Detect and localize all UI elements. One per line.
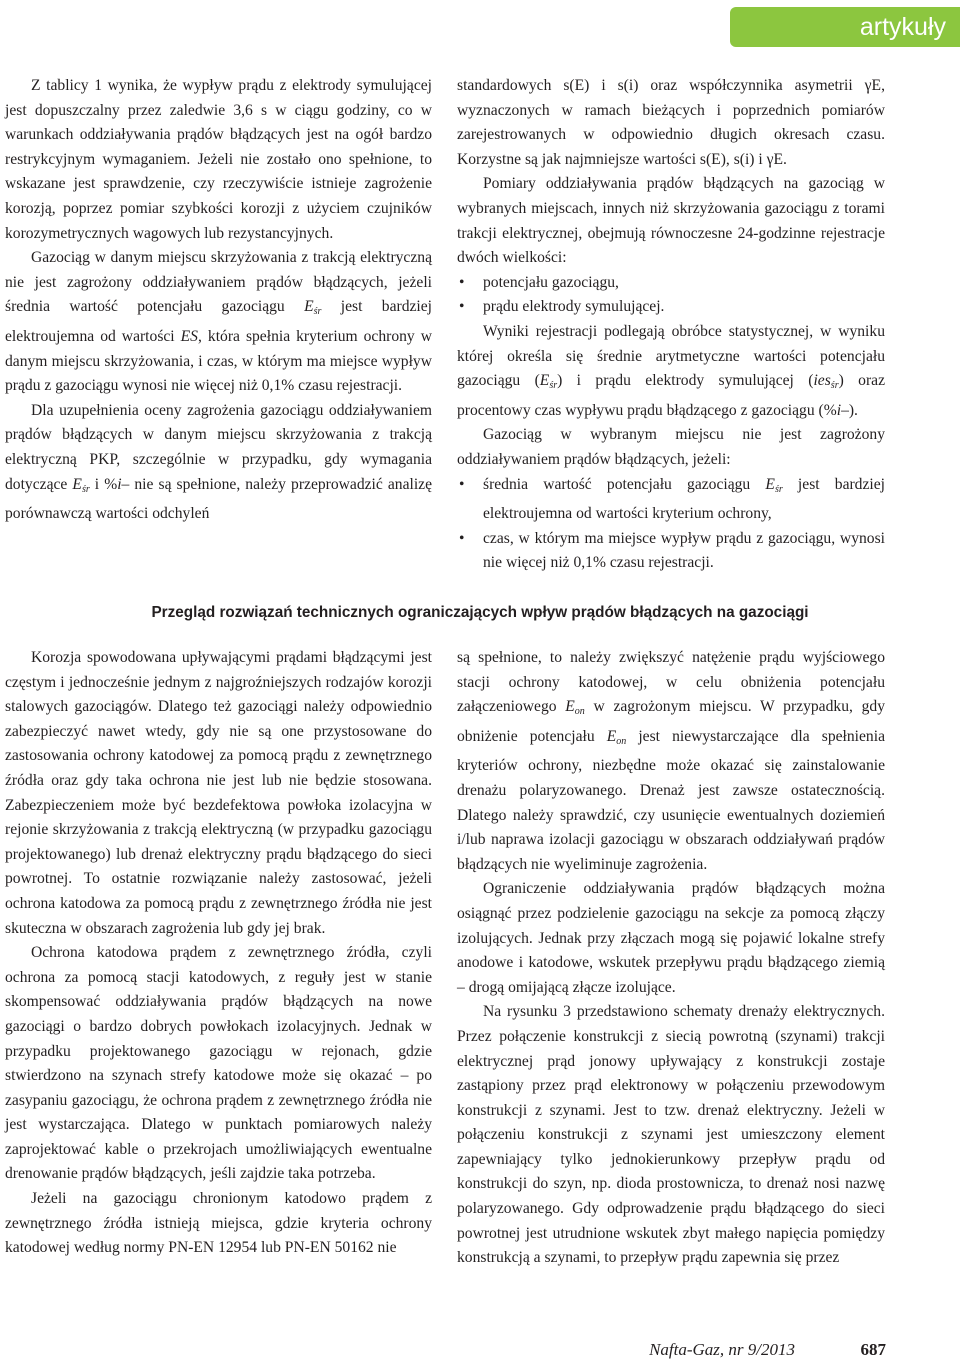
list-item: • prądu elektrody symulującej. (457, 295, 885, 320)
paragraph: Dla uzupełnienia oceny zagrożenia gazociągu oddziaływaniem prądów błądzących w danym miejscu skrzyżowania z trakcją elektryczną PKP, szczególnie w przypadku, gdy wymagania dotyczące $E_{śr}$ i %i– nie są spełnione, należy przeprowadzić analizę porównawczą wartości odchyleń (5, 401, 433, 523)
paragraph: Wyniki rejestracji podlegają obróbce statystycznej, w wyniku której określa się średnie arytmetyczne wartości potencjału gazociągu $(E_{śr})$ i prądu elektrody symulującej (ies$_{śr}$) oraz procentowy czas wypływu prądu błądzącego z gazociągu (%i–). (457, 322, 885, 419)
journal-name: Nafta-Gaz, nr 9/2013 (649, 1340, 795, 1359)
paragraph: Gazociąg w danym miejscu skrzyżowania z trakcją elektryczną nie jest zagrożony oddziaływaniem prądów błądzących, jeżeli średnia wartość potencjału gazociągu $E_{śr}$ jest bardziej elektroujemna od wartości ES, która spełnia kryterium ochrony w danym miejscu skrzyżowania, i czas, w którym ma miejsce wypływ prądu z gazociągu wynosi nie więcej niż 0,1% czasu rejestracji. (5, 249, 433, 395)
top-right-column (457, 74, 885, 576)
section-heading: Przegląd rozwiązań technicznych ograniczających wpływ prądów błądzących na gazociągi (151, 604, 809, 621)
page-number: 687 (860, 1340, 886, 1359)
list-item: • czas, w którym ma miejsce wypływ prądu z gazociągu, wynosi nie więcej niż 0,1% czasu rejestracji. (457, 527, 885, 576)
paragraph: Jeżeli na gazociągu chronionym katodowo prądem z zewnętrznego źródła istnieją miejsca, gdzie kryteria ochrony katodowej według normy PN-EN 12954 lub PN-EN 50162 nie (5, 1190, 432, 1257)
paragraph: są spełnione, to należy zwiększyć natężenie prądu wyjściowego stacji ochrony katodowej, w celu obniżenia potencjału załączeniowego $E_{on}$ w zagrożonym miejscu. W przypadku, gdy obniżenie potencjału $E_{on}$ jest niewystarczające dla spełnienia kryteriów ochrony, niezbędne może okazać się zainstalowanie drenażu polaryzowanego. Drenaż jest zawsze ostatecznością. Dlatego należy sprawdzić, czy usunięcie ewentualnych doziemień i/lub naprawa izolacji gazociągu w obszarach oddziaływań prądów błądzących nie wyeliminuje zagrożenia. (457, 649, 885, 873)
page-footer (600, 1340, 960, 1366)
paragraph: Ochrona katodowa prądem z zewnętrznego źródła, czyli ochrona za pomocą stacji katodowych, z reguły jest w stanie skompensować oddziaływania prądów błądzących na nowe gazociągi o bardzo dobrych powłokach izolacyjnych. Jednak w przypadku projektowanego gazociągu w rejonach, gdzie stwierdzono na szynach strefy katodowe może się okazać – po zasypaniu gazociągu, że ochrona prądem z zewnętrznego źródła nie jest wystarczająca. Dlatego w punktach pomiarowych należy zaprojektować kable o przekrojach umożliwiających ewentualne drenowanie prądów błądzących, jeśli zajdzie taka potrzeba. (5, 944, 432, 1183)
paragraph: Na rysunku 3 przedstawiono schematy drenaży elektrycznych. Przez połączenie konstrukcji z siecią powrotną (szynami) trakcji elektrycznej prąd jonowy upływający z konstrukcji zostaje zastąpiony przez prąd elektronowy w połączeniu przewodowym konstrukcji z szynami. Jest to tzw. drenaż elektryczny. Jeżeli w połączeniu konstrukcji z szynami jest umieszczony element zapewniający tylko jednokierunkowy przepływ prądu od konstrukcji do szyn, np. dioda prostownicza, to drenaż nosi nazwę polaryzowanego. Gdy odprowadzenie prądu błądzącego do sieci powrotnej jest utrudnione wskutek zbyt małego napięcia pomiędzy konstrukcją a szynami, to przepływ prądu zapewnia się przez (457, 1003, 885, 1267)
list-item: • średnia wartość potencjału gazociągu $E_{śr}$ jest bardziej elektroujemna od wartości kryterium ochrony, (457, 473, 885, 527)
bullet-list (457, 473, 885, 576)
bottom-right-column (457, 646, 885, 1271)
paragraph: standardowych s(E) i s(i) oraz współczynnika asymetrii γE, wyznaczonych w ramach bieżących i poprzednich pomiarów zarejestrowanych w odpowiednio długich okresach czasu. Korzystne są jak najmniejsze wartości s(E), s(i) i γE. (457, 77, 885, 168)
bullet-list (457, 271, 885, 320)
paragraph: Z tablicy 1 wynika, że wypływ prądu z elektrody symulującej jest dopuszczalny przez zaledwie 3,6 s w ciągu godziny, co w warunkach oddziaływania prądów błądzących jest na ogół bardzo restrykcyjnym wymaganiem. Jeżeli nie zostało ono spełnione, to wskazane jest sprawdzenie, czy rzeczywiście istnieje zagrożenie korozją, poprzez pomiar szybkości korozji z użyciem czujników korozymetrycznych wagowych lub rezystancyjnych. (5, 77, 432, 242)
paragraph: Ograniczenie oddziaływania prądów błądzących można osiągnąć przez podzielenie gazociągu na sekcje za pomocą złączy izolujących. Jednak przy złączach mogą się pojawić lokalne strefy anodowe i katodowe, wskutek przepływu prądu błądzącego ziemią – drogą omijającą złącze izolujące. (457, 880, 885, 996)
paragraph: Korozja spowodowana upływającymi prądami błądzącymi jest częstym i jednocześnie jednym z najgroźniejszych rodzajów korozji stalowych gazociągów. Dlatego też gazociągi należy odpowiednio zabezpieczyć nawet wtedy, gdy nie są one przystosowane do zastosowania ochrony katodowej za pomocą prądu z zewnętrznego źródła oraz gdy taka ochrona nie jest lub nie będzie stosowana. Zabezpieczeniem może być bezdefektowa powłoka izolacyjna w rejonie skrzyżowania z trakcją elektryczną (w przypadku gazociągu projektowanego) lub drenaż elektryczny prądu błądzącego do sieci powrotnej. To ostatnie rozwiązanie należy zastosować, jeżeli ochrona katodowa za pomocą prądu z zewnętrznego źródła nie jest skuteczna w obszarach zagrożenia lub gdy jej brak. (5, 649, 432, 937)
section-tab: artykuły (730, 7, 960, 47)
list-item: • potencjału gazociągu, (457, 271, 885, 296)
bottom-left-column (5, 646, 432, 1261)
paragraph: Pomiary oddziaływania prądów błądzących na gazociąg w wybranych miejscach, innych niż skrzyżowania gazociągu z torami trakcji elektrycznej, obejmują równoczesne 24-godzinne rejestracje dwóch wielkości: (457, 175, 885, 267)
top-left-column (5, 74, 432, 527)
paragraph: Gazociąg w wybranym miejscu nie jest zagrożony oddziaływaniem prądów błądzących, jeżeli: (457, 426, 885, 468)
